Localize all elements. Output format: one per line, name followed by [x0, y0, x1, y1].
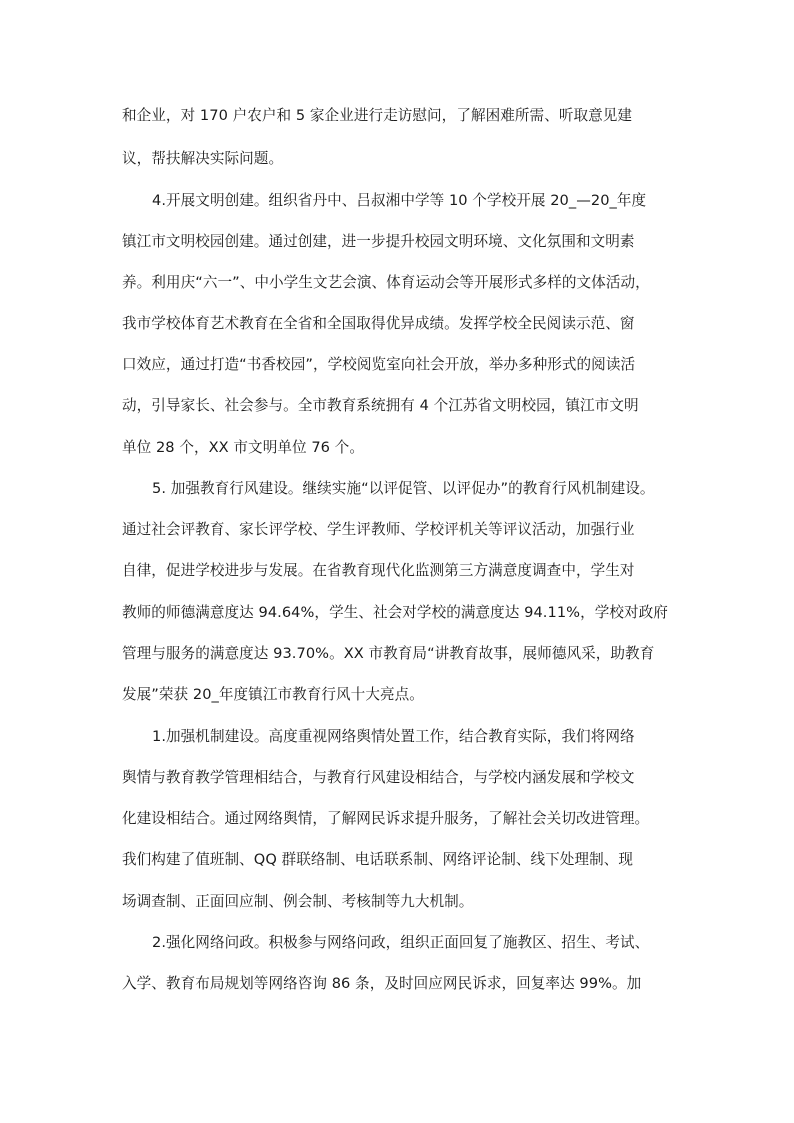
text-line-11: 通过社会评教育、家长评学校、学生评教师、学校评机关等评议活动，加强行业 — [122, 521, 635, 538]
text-line-14: 管理与服务的满意度达 93.70%。XX 市教育局“讲教育故事，展师德风采，助教育 — [122, 645, 655, 662]
text-line-7: 口效应，通过打造“书香校园”，学校阅览室向社会开放，举办多种形式的阅读活 — [122, 356, 636, 373]
text-line-6: 我市学校体育艺术教育在全省和全国取得优异成绩。发挥学校全民阅读示范、窗 — [122, 315, 635, 332]
text-line-8: 动，引导家长、社会参与。全市教育系统拥有 4 个江苏省文明校园，镇江市文明 — [122, 397, 639, 414]
text-line-19: 我们构建了值班制、QQ 群联络制、电话联系制、网络评论制、线下处理制、现 — [122, 851, 634, 868]
text-line-18: 化建设相结合。通过网络舆情，了解网民诉求提升服务，了解社会关切改进管理。 — [122, 810, 650, 827]
text-line-10: 5. 加强教育行风建设。继续实施“以评促管、以评促办”的教育行风机制建设。 — [152, 480, 655, 497]
text-line-20: 场调查制、正面回应制、例会制、考核制等九大机制。 — [122, 893, 474, 910]
text-line-3: 4.开展文明创建。组织省丹中、吕叔湘中学等 10 个学校开展 20_—20_年度 — [152, 192, 647, 209]
text-line-22: 入学、教育布局规划等网络咨询 86 条，及时回应网民诉求，回复率达 99%。加 — [122, 975, 642, 992]
text-line-1: 和企业，对 170 户农户和 5 家企业进行走访慰问，了解困难所需、听取意见建 — [122, 107, 633, 124]
text-line-9: 单位 28 个，XX 市文明单位 76 个。 — [122, 439, 364, 456]
text-line-13: 教师的师德满意度达 94.64%，学生、社会对学校的满意度达 94.11%，学校对政府 — [122, 604, 668, 621]
text-line-2: 议，帮扶解决实际问题。 — [122, 150, 284, 167]
text-line-5: 养。利用庆“六一”、中小学生文艺会演、体育运动会等开展形式多样的文体活动， — [122, 274, 650, 291]
text-line-15: 发展”荣获 20_年度镇江市教育行风十大亮点。 — [122, 686, 424, 703]
text-line-4: 镇江市文明校园创建。通过创建，进一步提升校园文明环境、文化氛围和文明素 — [122, 233, 635, 250]
text-line-17: 舆情与教育教学管理相结合，与教育行风建设相结合，与学校内涵发展和学校文 — [122, 769, 635, 786]
text-line-12: 自律，促进学校进步与发展。在省教育现代化监测第三方满意度调查中，学生对 — [122, 562, 635, 579]
text-line-16: 1.加强机制建设。高度重视网络舆情处置工作，结合教育实际，我们将网络 — [152, 728, 635, 745]
text-line-21: 2.强化网络问政。积极参与网络问政，组织正面回复了施教区、招生、考试、 — [152, 934, 650, 951]
